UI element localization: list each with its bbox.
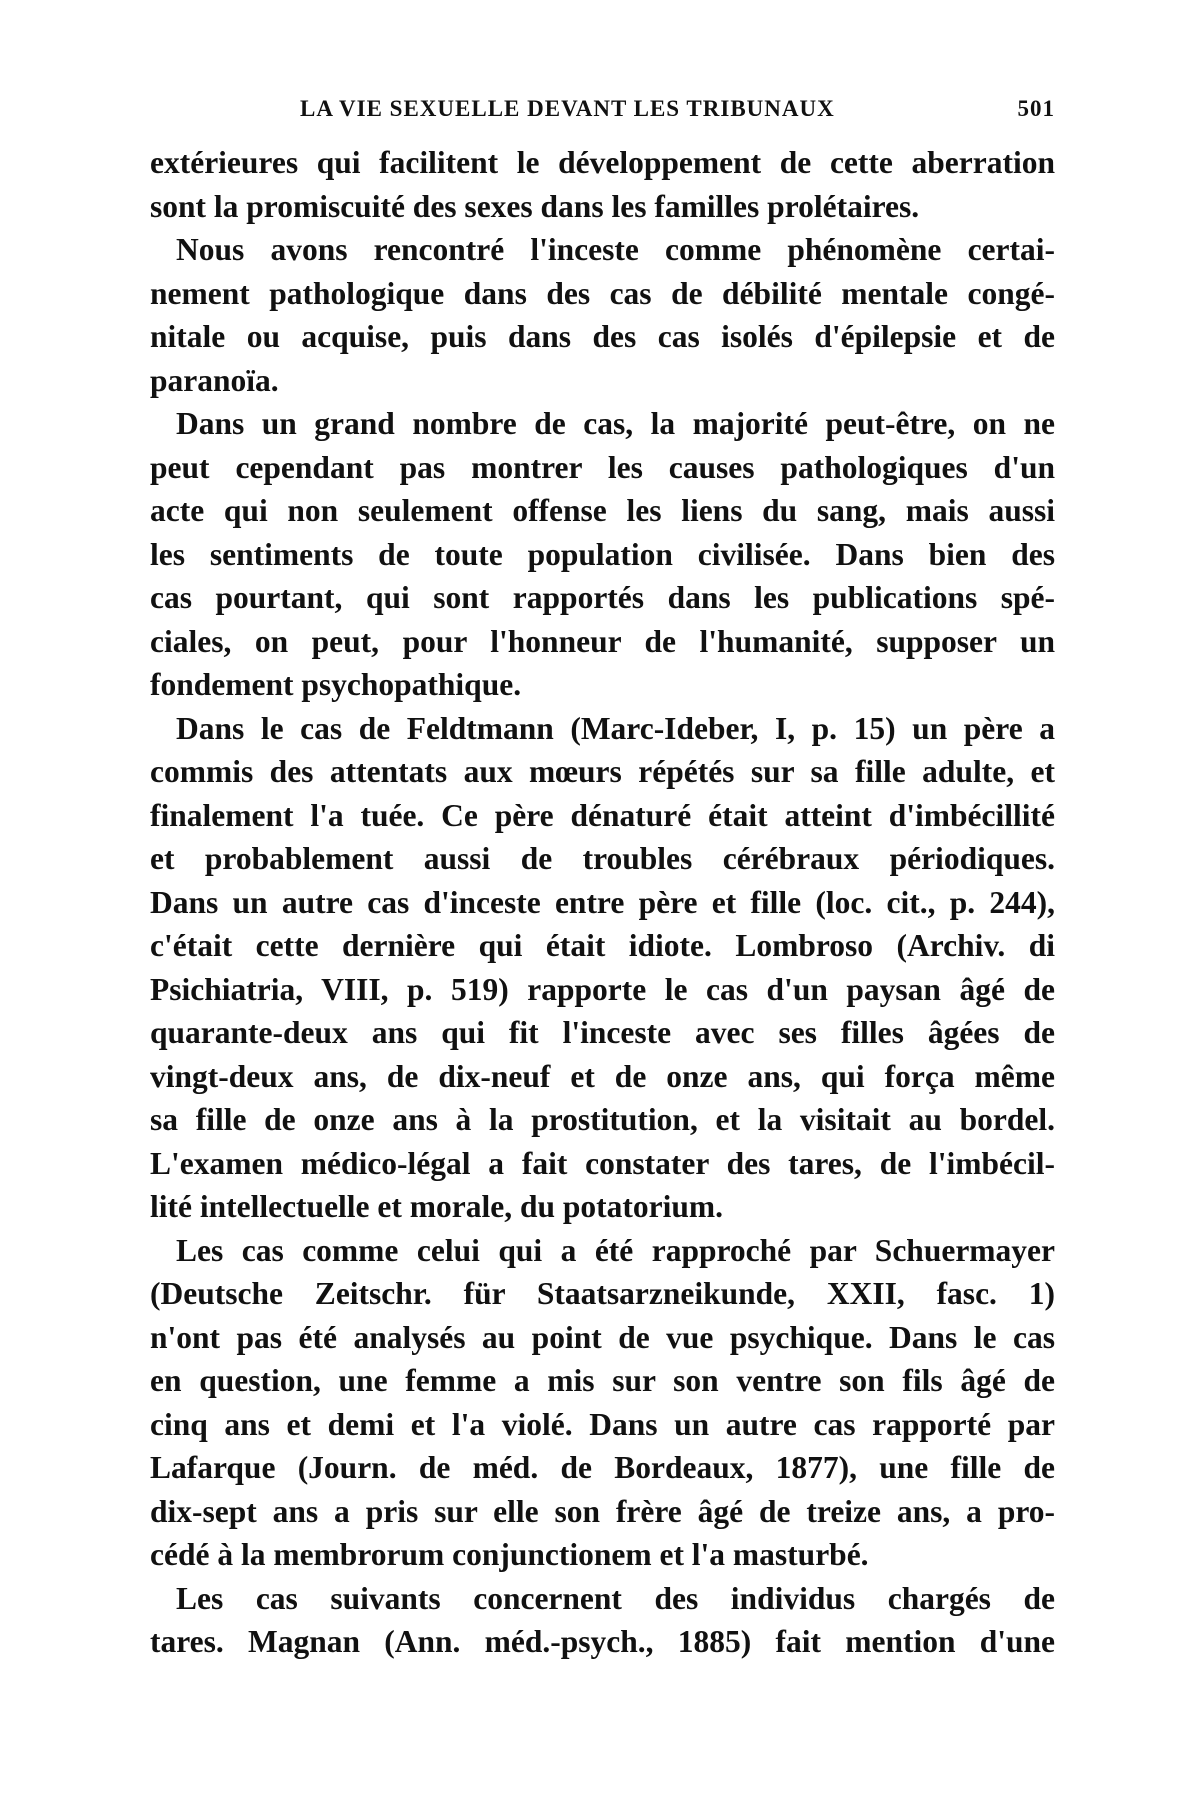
text-line: n'ont pas été analysés au point de vue psychique. Dans le cas	[150, 1319, 1055, 1355]
text-line: lité intellectuelle et morale, du potatorium.	[150, 1189, 723, 1224]
text-line: Nous avons rencontré l'inceste comme phénomène certai-	[176, 232, 1055, 267]
text-line: commis des attentats aux mœurs répétés sur sa fille adulte, et	[150, 754, 1055, 789]
text-line: paranoïa.	[150, 362, 279, 398]
text-line: Lafarque (Journ. de méd. de Bordeaux, 1877), une fille de	[150, 1450, 1055, 1485]
text-line: finalement l'a tuée. Ce père dénaturé était atteint d'imbécillité	[150, 797, 1055, 833]
text-line: Les cas suivants concernent des individus chargés de	[176, 1580, 1055, 1616]
text-line: cas pourtant, qui sont rapportés dans les publications spé-	[150, 580, 1055, 615]
text-line: vingt-deux ans, de dix-neuf et de onze ans, qui força même	[150, 1058, 1055, 1094]
text-line: dix-sept ans a pris sur elle son frère âgé de treize ans, a pro-	[150, 1493, 1055, 1529]
text-line: c'était cette dernière qui était idiote. Lombroso (Archiv. di	[150, 928, 1055, 963]
text-line: acte qui non seulement offense les liens du sang, mais aussi	[150, 493, 1055, 528]
text-line: Psichiatria, VIII, p. 519) rapporte le cas d'un paysan âgé de	[150, 971, 1055, 1007]
text-line: nement pathologique dans des cas de débilité mentale congé-	[150, 275, 1055, 311]
text-line: en question, une femme a mis sur son ventre son fils âgé de	[150, 1363, 1055, 1398]
text-line: cinq ans et demi et l'a violé. Dans un autre cas rapporté par	[150, 1406, 1055, 1442]
text-line: peut cependant pas montrer les causes pathologiques d'un	[150, 449, 1055, 485]
text-line: Les cas comme celui qui a été rapproché par Schuermayer	[176, 1232, 1055, 1268]
body-text	[150, 141, 1055, 1664]
text-line: ciales, on peut, pour l'honneur de l'humanité, supposer un	[150, 623, 1055, 659]
text-line: sont la promiscuité des sexes dans les familles prolétaires.	[150, 188, 920, 224]
text-line: sa fille de onze ans à la prostitution, et la visitait au bordel.	[150, 1102, 1055, 1137]
text-line: Dans un grand nombre de cas, la majorité peut-être, on ne	[176, 406, 1055, 441]
page-number: 501	[1017, 96, 1055, 121]
page-header	[150, 96, 1055, 126]
text-line: Dans un autre cas d'inceste entre père et fille (loc. cit., p. 244),	[150, 884, 1055, 920]
text-line: tares. Magnan (Ann. méd.-psych., 1885) fait mention d'une	[150, 1624, 1055, 1659]
text-line: fondement psychopathique.	[150, 667, 522, 702]
text-line: les sentiments de toute population civilisée. Dans bien des	[150, 536, 1055, 572]
text-line: extérieures qui facilitent le développement de cette aberration	[150, 145, 1055, 180]
text-line: nitale ou acquise, puis dans des cas isolés d'épilepsie et de	[150, 319, 1055, 354]
text-line: (Deutsche Zeitschr. für Staatsarzneikunde, XXII, fasc. 1)	[150, 1276, 1055, 1311]
running-title: LA VIE SEXUELLE DEVANT LES TRIBUNAUX	[300, 96, 835, 121]
text-line: L'examen médico-légal a fait constater des tares, de l'imbécil-	[150, 1145, 1055, 1181]
text-line: et probablement aussi de troubles cérébraux périodiques.	[150, 841, 1055, 876]
text-line: quarante-deux ans qui fit l'inceste avec ses filles âgées de	[150, 1015, 1055, 1050]
text-line: Dans le cas de Feldtmann (Marc-Ideber, I, p. 15) un père a	[176, 710, 1055, 746]
text-line: cédé à la membrorum conjunctionem et l'a masturbé.	[150, 1537, 869, 1572]
